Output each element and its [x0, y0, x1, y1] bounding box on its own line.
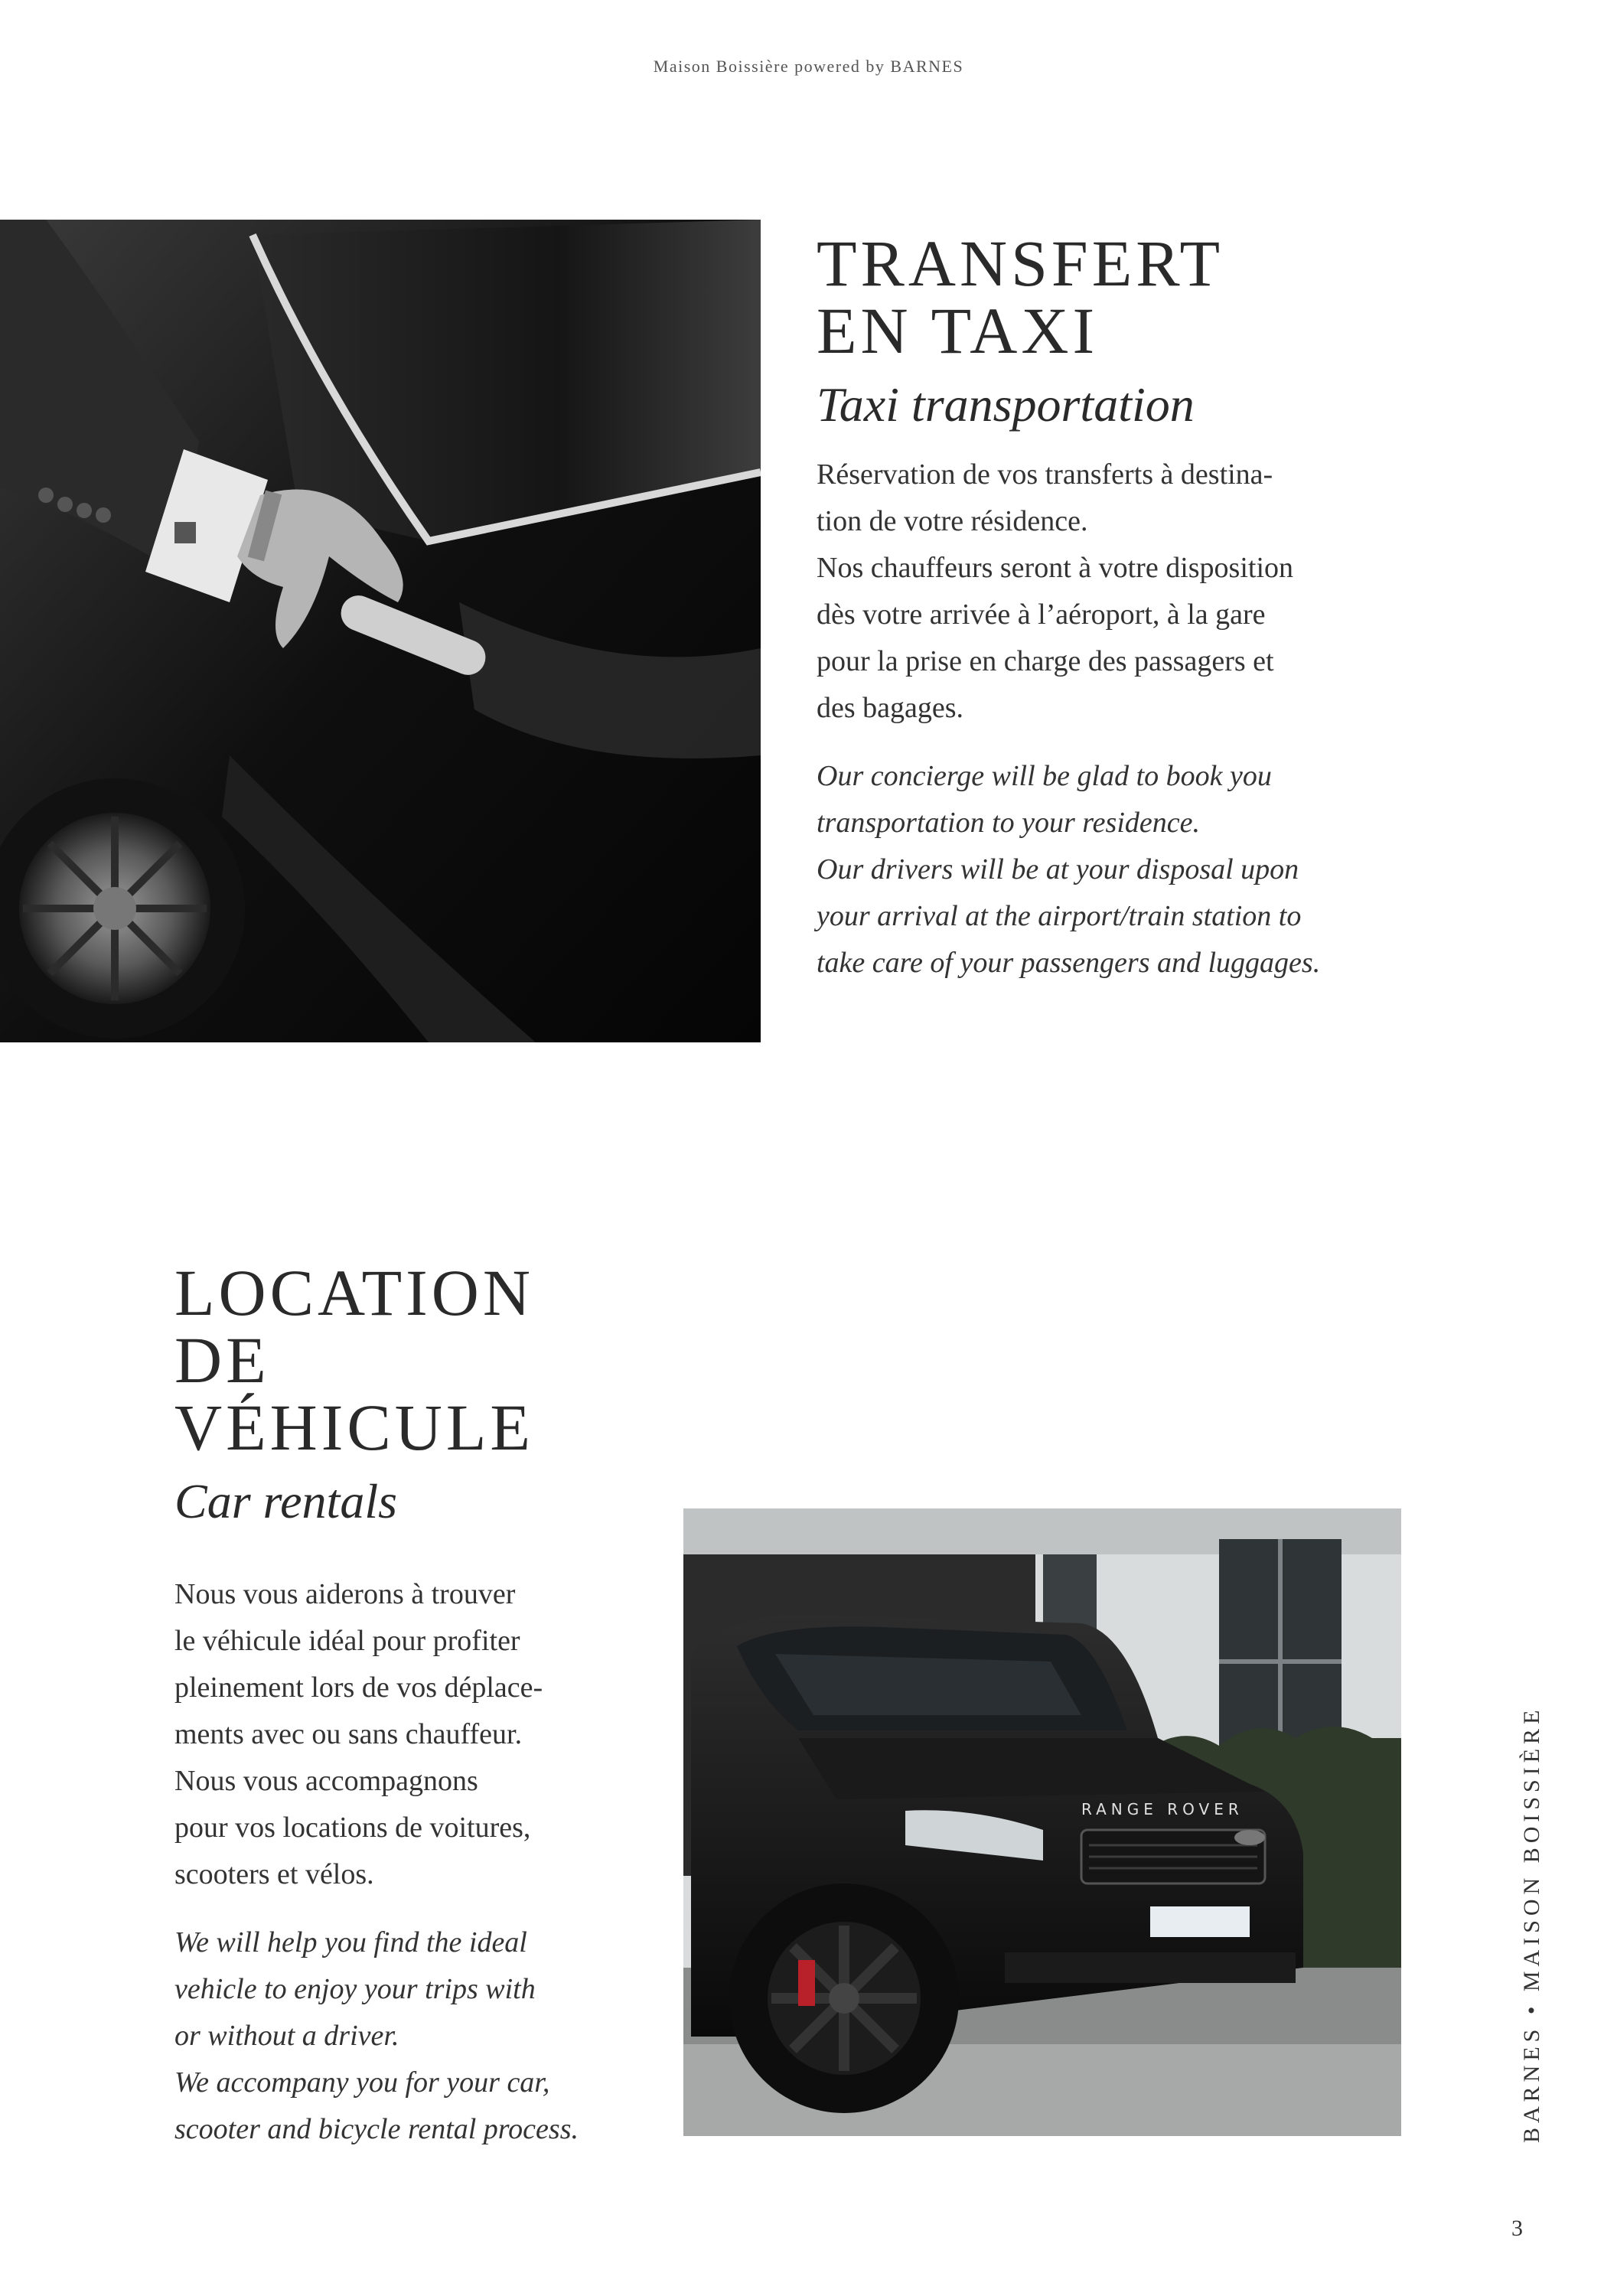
taxi-text-en: Our concierge will be glad to book you transportation to your residence. Our drivers will be at your disposal upon your arrival at the airport/train station to take care of your passengers and luggages. — [817, 760, 1321, 979]
rental-title-line2: DE VÉHICULE — [174, 1323, 534, 1464]
rental-title-line1: LOCATION — [174, 1256, 534, 1329]
chauffeur-door-photo — [0, 220, 761, 1042]
rental-section — [174, 1256, 634, 2153]
page-number: 3 — [1511, 2216, 1523, 2241]
range-rover-photo — [683, 1508, 1401, 2136]
taxi-title — [817, 227, 1406, 367]
rental-title — [174, 1256, 634, 1464]
taxi-title-line2: EN TAXI — [817, 294, 1099, 367]
brand-side-label: BARNES • MAISON BOISSIÈRE — [1519, 1705, 1544, 2143]
rental-subtitle: Car rentals — [174, 1474, 397, 1528]
page-header: Maison Boissière powered by BARNES — [653, 57, 964, 76]
taxi-subtitle: Taxi transportation — [817, 377, 1195, 432]
range-rover-badge: RANGE ROVER — [1081, 1800, 1244, 1818]
taxi-title-line1: TRANSFERT — [817, 227, 1224, 300]
rental-text-fr: Nous vous aiderons à trouver le véhicule idéal pour profiter pleinement lors de vos déplace- ments avec ou sans chauffeur. Nous vous accompagnons pour vos locations de voitures, scooters et vélos. — [174, 1578, 543, 1890]
taxi-section — [817, 227, 1406, 987]
rental-text-en: We will help you find the ideal vehicle to enjoy your trips with or without a driver. We accompany you for your car, scooter and bicycle rental process. — [174, 1926, 579, 2145]
taxi-text-fr: Réservation de vos transferts à destina- tion de votre résidence. Nos chauffeurs seront à votre disposition dès votre arrivée à l’aéroport, à la gare pour la prise en charge des passagers et des bagages. — [817, 458, 1294, 724]
